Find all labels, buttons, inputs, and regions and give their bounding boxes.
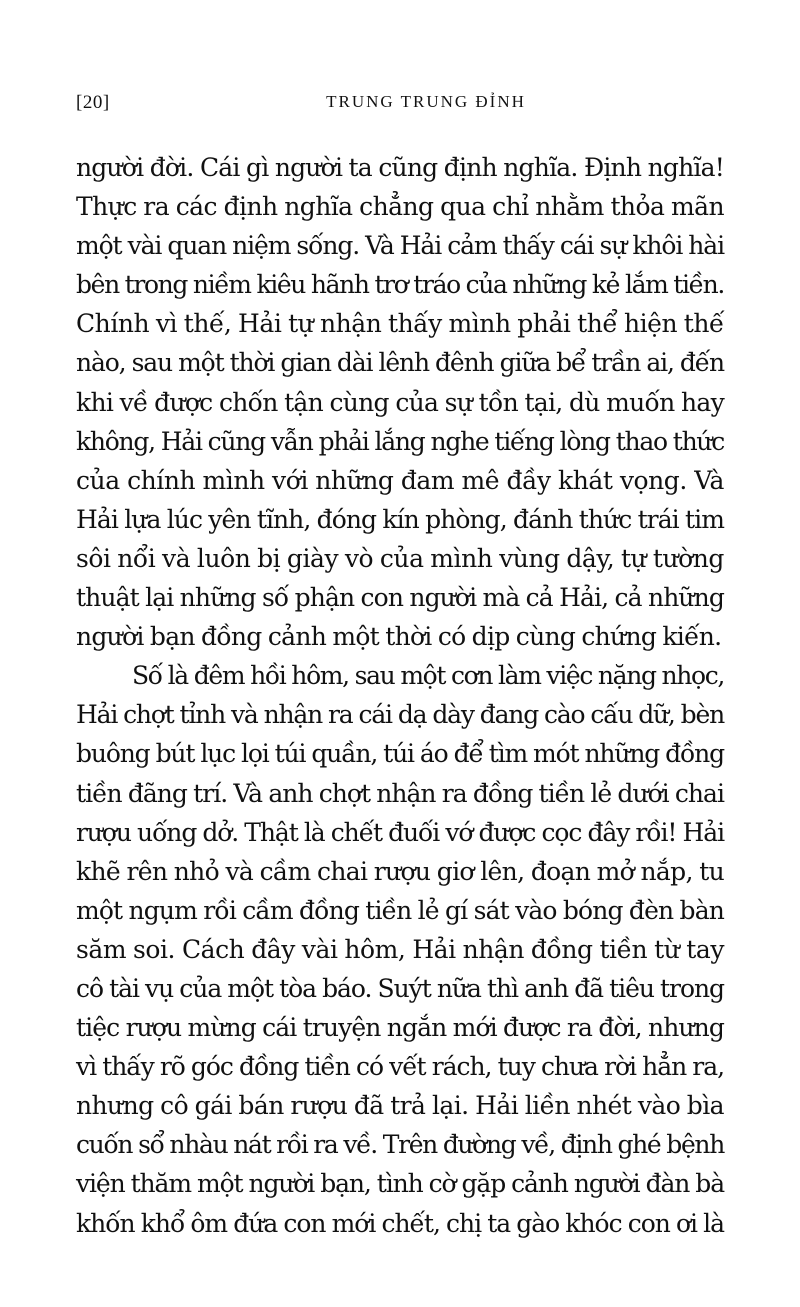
running-title: TRUNG TRUNG ĐỈNH — [326, 92, 526, 111]
text-line: một vài quan niệm sống. Và Hải cảm thấy cái sự khôi hài — [76, 231, 724, 261]
text-line: Hải chợt tỉnh và nhận ra cái dạ dày đang cào cấu dữ, bèn — [76, 700, 724, 730]
text-line: không, Hải cũng vẫn phải lắng nghe tiếng lòng thao thức — [76, 426, 724, 456]
text-line: Chính vì thế, Hải tự nhận thấy mình phải thể hiện thế — [76, 309, 724, 339]
text-line: sôi nổi và luôn bị giày vò của mình vùng dậy, tự tường — [76, 543, 724, 573]
text-line: người đời. Cái gì người ta cũng định nghĩa. Định nghĩa! — [76, 153, 724, 182]
text-line: khẽ rên nhỏ và cầm chai rượu giơ lên, đoạn mở nắp, tu — [76, 856, 724, 886]
text-line: một ngụm rồi cầm đồng tiền lẻ gí sát vào bóng đèn bàn — [76, 895, 724, 925]
text-line: nhưng cô gái bán rượu đã trả lại. Hải liền nhét vào bìa — [76, 1091, 724, 1121]
text-line: thuật lại những số phận con người mà cả Hải, cả những — [76, 583, 724, 613]
text-line: Hải lựa lúc yên tĩnh, đóng kín phòng, đánh thức trái tim — [76, 504, 724, 534]
text-line: khốn khổ ôm đứa con mới chết, chị ta gào khóc con ơi là — [76, 1208, 724, 1238]
text-line: Thực ra các định nghĩa chẳng qua chỉ nhằm thỏa mãn — [76, 192, 724, 222]
text-line: săm soi. Cách đây vài hôm, Hải nhận đồng tiền từ tay — [76, 934, 724, 964]
text-line: vì thấy rõ góc đồng tiền có vết rách, tuy chưa rời hẳn ra, — [76, 1052, 724, 1082]
page-number: [20] — [76, 92, 110, 113]
text-line: tiền đãng trí. Và anh chợt nhận ra đồng tiền lẻ dưới chai — [76, 778, 724, 808]
text-line: viện thăm một người bạn, tình cờ gặp cảnh người đàn bà — [76, 1169, 724, 1199]
paragraph-end-line: người bạn đồng cảnh một thời có dịp cùng chứng kiến. — [76, 622, 722, 652]
page-header — [76, 92, 726, 122]
text-line: tiệc rượu mừng cái truyện ngắn mới được ra đời, nhưng — [76, 1013, 724, 1043]
text-line: rượu uống dở. Thật là chết đuối vớ được cọc đây rồi! Hải — [76, 817, 724, 847]
text-line: cô tài vụ của một tòa báo. Suýt nữa thì anh đã tiêu trong — [76, 973, 724, 1003]
body-text — [76, 148, 724, 1243]
text-line: khi về được chốn tận cùng của sự tồn tại, dù muốn hay — [76, 387, 724, 417]
text-line: của chính mình với những đam mê đầy khát vọng. Và — [76, 465, 724, 495]
text-line: bên trong niềm kiêu hãnh trơ tráo của những kẻ lắm tiền. — [76, 270, 724, 300]
text-line: nào, sau một thời gian dài lênh đênh giữa bể trần ai, đến — [76, 348, 724, 378]
text-line: cuốn sổ nhàu nát rồi ra về. Trên đường về, định ghé bệnh — [76, 1130, 724, 1160]
paragraph-start-line: Số là đêm hồi hôm, sau một cơn làm việc nặng nhọc, — [132, 661, 724, 691]
text-line: buông bút lục lọi túi quần, túi áo để tìm mót những đồng — [76, 739, 724, 769]
